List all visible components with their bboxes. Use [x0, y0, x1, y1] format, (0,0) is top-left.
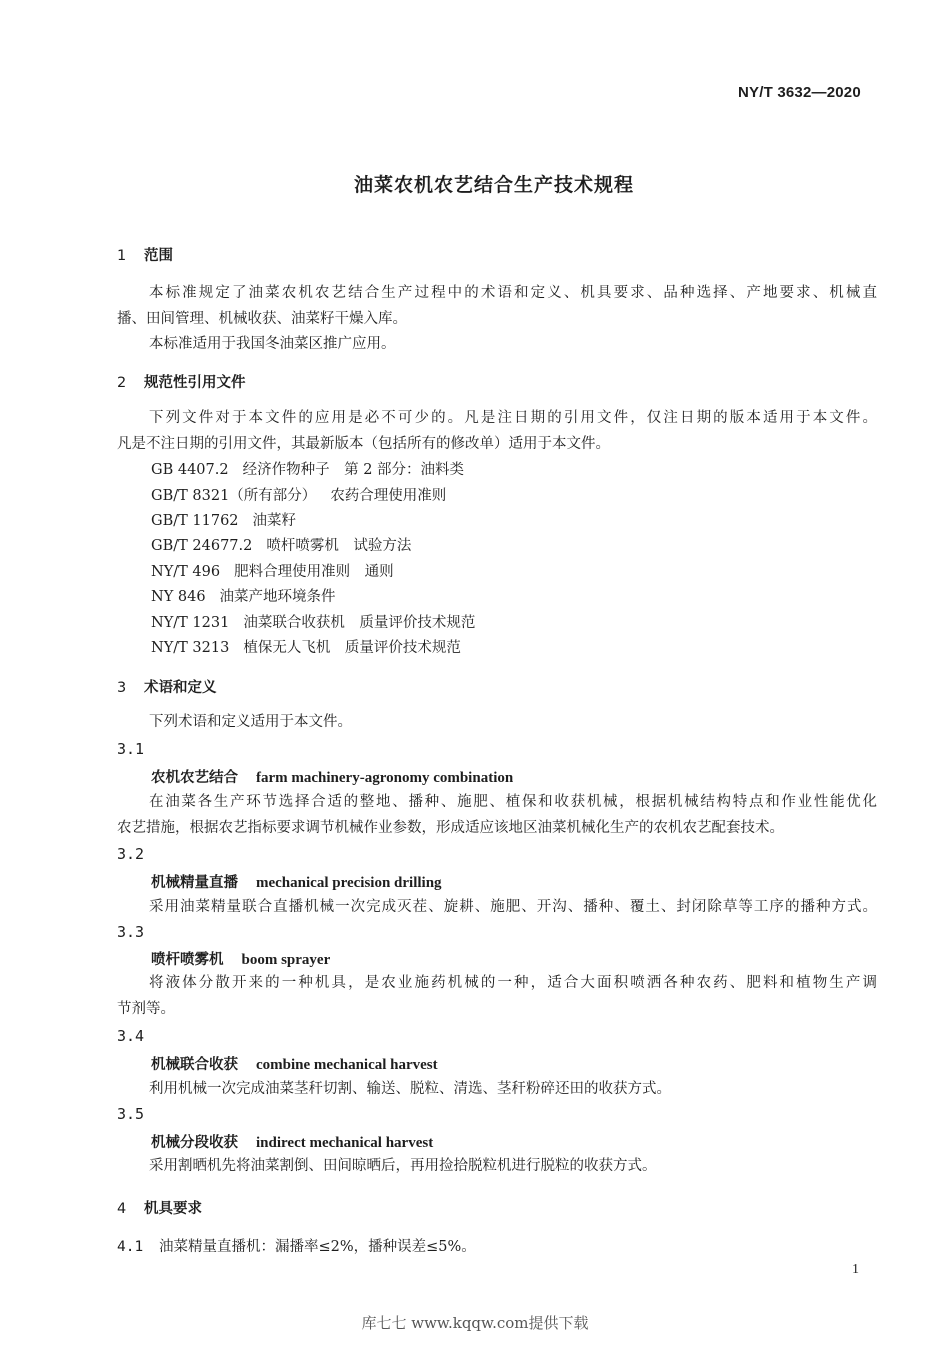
- reference-name: 油菜联合收获机 质量评价技术规范: [243, 615, 476, 631]
- paragraph-line: 播、田间管理、机械收获、油菜籽干燥入库。: [117, 310, 407, 327]
- term-definition: [117, 971, 877, 1022]
- reference-name: 油菜产地环境条件: [219, 589, 336, 605]
- clause-4-1: [117, 1235, 476, 1256]
- term-english: mechanical precision drilling: [256, 875, 442, 891]
- section-number: 4: [117, 1201, 127, 1217]
- paragraph-line: 下列文件对于本文件的应用是必不可少的。凡是注日期的引用文件，仅注日期的版本适用于本文件。: [149, 410, 877, 426]
- reference-code: GB/T 8321（所有部分）: [151, 488, 317, 504]
- term-number: 3.5: [117, 1105, 145, 1123]
- section-title: 规范性引用文件: [144, 375, 246, 391]
- term-definition: [117, 1077, 877, 1103]
- reference-item: [151, 585, 336, 606]
- paragraph-line: 采用割晒机先将油菜割倒、田间晾晒后，再用捡拾脱粒机进行脱粒的收获方式。: [149, 1158, 657, 1174]
- section-1-paragraph-1: [117, 281, 877, 332]
- reference-name: 喷杆喷雾机 试验方法: [266, 538, 412, 554]
- term-chinese: 机械分段收获: [151, 1135, 238, 1151]
- section-2-paragraph-1: [117, 406, 877, 457]
- clause-text: 油菜精量直播机：漏播率≤2%，播种误差≤5%。: [159, 1239, 476, 1255]
- term-definition: [117, 790, 877, 841]
- paragraph-line: 本标准规定了油菜农机农艺结合生产过程中的术语和定义、机具要求、品种选择、产地要求、机械直: [149, 285, 877, 301]
- reference-name: 经济作物种子 第 2 部分：油料类: [242, 462, 465, 478]
- term-chinese: 机械精量直播: [151, 875, 238, 891]
- section-2-heading: [117, 371, 246, 392]
- term-chinese: 喷杆喷雾机: [151, 952, 224, 968]
- term-english: combine mechanical harvest: [256, 1057, 438, 1073]
- reference-item: [151, 484, 446, 505]
- term-number: 3.4: [117, 1027, 145, 1045]
- term-chinese: 农机农艺结合: [151, 770, 238, 786]
- paragraph-line: 凡是不注日期的引用文件，其最新版本（包括所有的修改单）适用于本文件。: [117, 435, 610, 452]
- section-1-paragraph-2: [117, 332, 877, 358]
- term-heading: [151, 871, 442, 892]
- section-number: 3: [117, 680, 127, 696]
- reference-item: [151, 636, 461, 657]
- paragraph-line: 利用机械一次完成油菜茎秆切割、输送、脱粒、清选、茎秆粉碎还田的收获方式。: [149, 1081, 671, 1097]
- term-number: 3.1: [117, 740, 145, 758]
- term-chinese: 机械联合收获: [151, 1057, 238, 1073]
- section-title: 机具要求: [144, 1201, 202, 1217]
- term-number: 3.3: [117, 923, 145, 941]
- paragraph-line: 将液体分散开来的一种机具，是农业施药机械的一种，适合大面积喷洒各种农药、肥料和植物生产调: [149, 975, 877, 991]
- term-english: boom sprayer: [241, 952, 331, 968]
- reference-name: 农药合理使用准则: [330, 488, 447, 504]
- reference-item: [151, 611, 475, 632]
- paragraph-line: 在油菜各生产环节选择合适的整地、播种、施肥、植保和收获机械，根据机械结构特点和作业性能优化: [149, 794, 877, 810]
- section-4-heading: [117, 1197, 202, 1218]
- paragraph-line: 本标准适用于我国冬油菜区推广应用。: [149, 336, 396, 352]
- section-number: 1: [117, 248, 127, 264]
- term-heading: [151, 1053, 438, 1074]
- paragraph-line: 节剂等。: [117, 1000, 175, 1017]
- reference-name: 肥料合理使用准则 通则: [234, 564, 394, 580]
- reference-item: [151, 458, 464, 479]
- section-title: 术语和定义: [144, 680, 217, 696]
- document-title: 油菜农机农艺结合生产技术规程: [353, 174, 634, 196]
- term-definition: [117, 1154, 877, 1180]
- reference-code: NY/T 1231: [151, 615, 230, 631]
- section-1-heading: [117, 244, 173, 265]
- reference-code: NY/T 3213: [151, 640, 230, 656]
- clause-number: 4.1: [117, 1239, 144, 1255]
- section-number: 2: [117, 375, 127, 391]
- download-watermark: 库七七 www.kqqw.com提供下载: [361, 1314, 589, 1332]
- section-3-heading: [117, 676, 217, 697]
- reference-code: GB 4407.2: [151, 462, 229, 478]
- reference-item: [151, 509, 296, 530]
- term-english: farm machinery-agronomy combination: [256, 770, 514, 786]
- section-3-intro: [117, 710, 877, 736]
- reference-code: GB/T 11762: [151, 513, 239, 529]
- reference-item: [151, 560, 394, 581]
- reference-name: 油菜籽: [252, 513, 297, 529]
- reference-item: [151, 534, 411, 555]
- term-english: indirect mechanical harvest: [256, 1135, 434, 1151]
- term-heading: [151, 1131, 433, 1152]
- paragraph-line: 采用油菜精量联合直播机械一次完成灭茬、旋耕、施肥、开沟、播种、覆土、封闭除草等工序的播种方式。: [149, 899, 877, 915]
- term-number: 3.2: [117, 845, 145, 863]
- term-definition: [117, 895, 877, 921]
- reference-code: GB/T 24677.2: [151, 538, 253, 554]
- standard-code: NY/T 3632—2020: [738, 84, 861, 101]
- paragraph-line: 下列术语和定义适用于本文件。: [149, 714, 352, 730]
- reference-code: NY/T 496: [151, 564, 221, 580]
- section-title: 范围: [144, 248, 173, 264]
- term-heading: [151, 948, 330, 969]
- reference-name: 植保无人飞机 质量评价技术规范: [243, 640, 461, 656]
- paragraph-line: 农艺措施，根据农艺指标要求调节机械作业参数，形成适应该地区油菜机械化生产的农机农艺配套技术。: [117, 819, 784, 836]
- term-heading: [151, 766, 513, 787]
- reference-code: NY 846: [151, 589, 206, 605]
- page-number: 1: [852, 1262, 859, 1277]
